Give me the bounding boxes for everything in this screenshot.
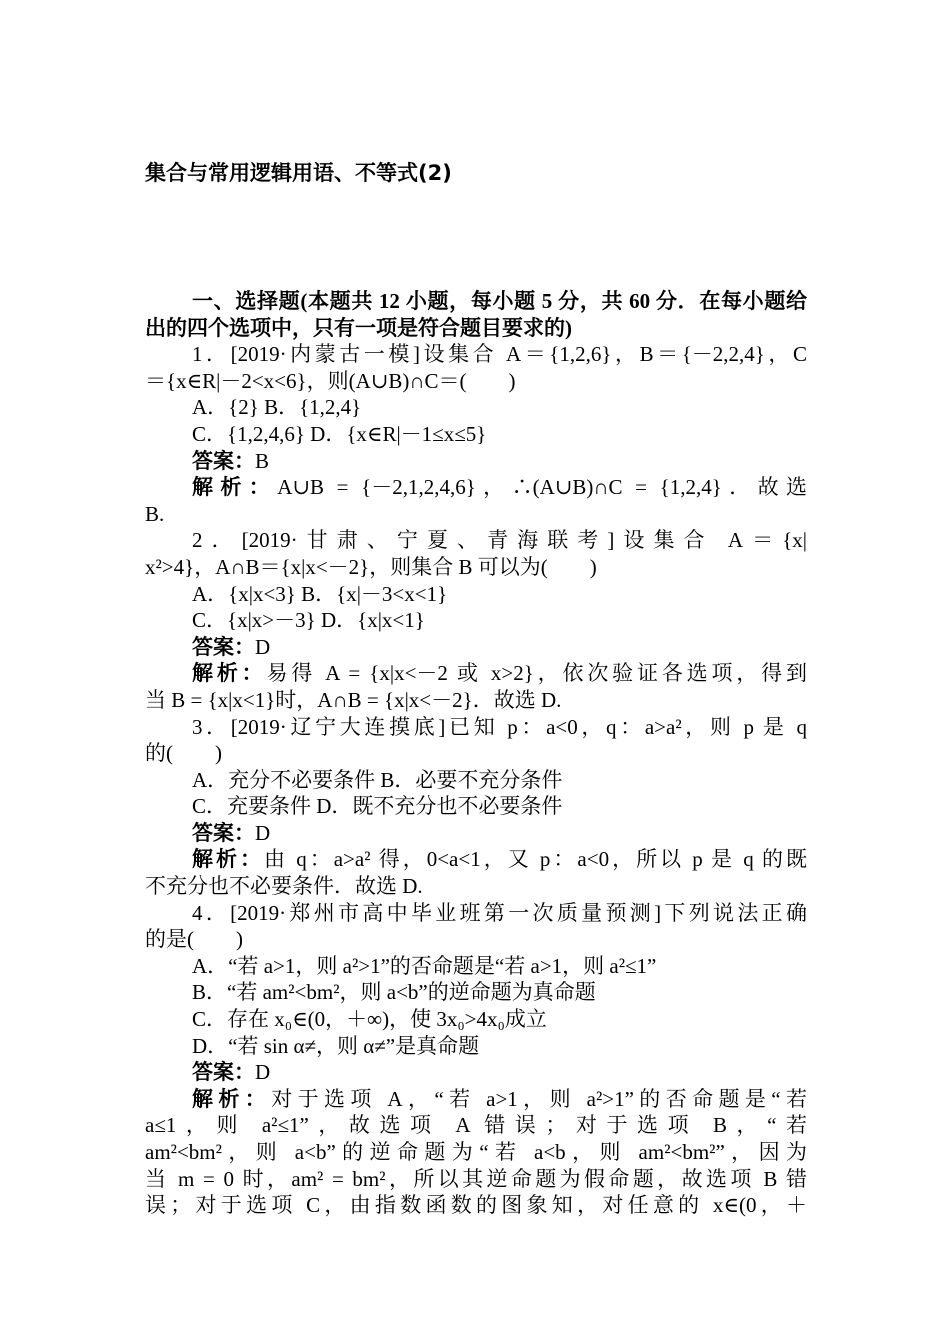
explanation-label: 解析： bbox=[192, 1086, 272, 1111]
question-3 bbox=[145, 714, 807, 900]
answer-value: D bbox=[255, 820, 271, 845]
question-1-stem-line-2: ＝{x∈R|－2<x<6}，则(A∪B)∩C＝( ) bbox=[145, 368, 516, 393]
question-4-option-a: A．“若 a>1，则 a²>1”的否命题是“若 a>1，则 a²≤1” bbox=[192, 953, 657, 978]
page-title: 集合与常用逻辑用语、不等式(2) bbox=[145, 161, 452, 185]
question-2-stem-line-1: 2．[2019·甘肃、宁夏、青海联考]设集合 A＝{x| bbox=[192, 528, 807, 553]
question-1-explanation-line-1 bbox=[145, 474, 807, 501]
question-4-answer bbox=[145, 1059, 807, 1086]
question-2-answer bbox=[145, 634, 807, 661]
question-1 bbox=[145, 341, 807, 527]
question-2-options-ab: A．{x|x<3} B．{x|－3<x<1} bbox=[192, 581, 448, 606]
question-2 bbox=[145, 527, 807, 713]
question-4-option-c: C．存在 x₀∈(0，＋∞)，使 3x₀>4x₀成立 bbox=[192, 1007, 547, 1032]
question-1-explanation-line-2: B. bbox=[145, 501, 165, 526]
document-body bbox=[145, 288, 807, 1219]
explanation-text: 易得 A = {x|x<－2 或 x>2}，依次验证各选项，得到 bbox=[266, 661, 808, 686]
explanation-label: 解析： bbox=[192, 847, 264, 872]
explanation-label: 解析： bbox=[192, 475, 278, 500]
question-4-explanation-line-2: a≤1，则 a²≤1”，故选项 A 错误；对于选项 B，“若 bbox=[145, 1113, 807, 1138]
explanation-text: 对于选项 A，“若 a>1，则 a²>1”的否命题是“若 bbox=[271, 1086, 807, 1111]
explanation-text: A∪B = {－2,1,2,4,6}，∴(A∪B)∩C = {1,2,4}．故选 bbox=[277, 475, 807, 500]
question-3-options-ab: A．充分不必要条件 B．必要不充分条件 bbox=[192, 767, 563, 792]
section-header: 一、选择题(本题共 12 小题，每小题 5 分，共 60 分．在每小题给出的四个选项中，只有一项是符合题目要求的) bbox=[145, 289, 807, 340]
answer-label: 答案： bbox=[192, 1060, 255, 1085]
question-4 bbox=[145, 900, 807, 1219]
question-2-options-cd: C．{x|x>－3} D．{x|x<1} bbox=[192, 608, 425, 633]
question-4-stem-line-1: 4．[2019·郑州市高中毕业班第一次质量预测]下列说法正确 bbox=[192, 900, 807, 925]
question-3-stem-line-1: 3．[2019·辽宁大连摸底]已知 p：a<0，q：a>a²，则 p 是 q bbox=[192, 714, 807, 739]
question-3-answer bbox=[145, 820, 807, 847]
question-4-option-b: B．“若 am²<bm²，则 a<b”的逆命题为真命题 bbox=[192, 980, 596, 1005]
question-4-stem-line-2: 的是( ) bbox=[145, 927, 243, 952]
question-4-explanation-line-4: 当 m = 0 时，am² = bm²，所以其逆命题为假命题，故选项 B 错 bbox=[145, 1166, 807, 1191]
answer-value: D bbox=[255, 634, 271, 659]
answer-label: 答案： bbox=[192, 634, 255, 659]
question-1-options-ab: A．{2} B．{1,2,4} bbox=[192, 395, 362, 420]
explanation-label: 解析： bbox=[192, 661, 267, 686]
explanation-text: 由 q：a>a² 得，0<a<1，又 p：a<0，所以 p 是 q 的既 bbox=[263, 847, 808, 872]
question-2-explanation-line-2: 当 B = {x|x<1}时，A∩B = {x|x<－2}．故选 D. bbox=[145, 687, 562, 712]
question-3-explanation-line-1 bbox=[145, 846, 807, 873]
question-4-explanation-line-3: am²<bm²，则 a<b”的逆命题为“若 a<b，则 am²<bm²”，因为 bbox=[145, 1140, 807, 1164]
answer-label: 答案： bbox=[192, 448, 255, 473]
question-4-explanation-line-5: 误；对于选项 C，由指数函数的图象知，对任意的 x∈(0，＋ bbox=[145, 1193, 807, 1218]
question-1-stem-line-1: 1．[2019·内蒙古一模]设集合 A＝{1,2,6}，B＝{－2,2,4}，C bbox=[192, 342, 807, 367]
answer-value: B bbox=[255, 448, 270, 473]
answer-value: D bbox=[255, 1060, 271, 1085]
answer-label: 答案： bbox=[192, 820, 255, 845]
question-4-option-d: D．“若 sin α≠，则 α≠”是真命题 bbox=[192, 1033, 480, 1058]
question-4-explanation-line-1 bbox=[145, 1086, 807, 1113]
question-1-answer bbox=[145, 448, 807, 475]
question-2-explanation-line-1 bbox=[145, 660, 807, 687]
question-3-stem-line-2: 的( ) bbox=[145, 741, 222, 766]
question-1-options-cd: C．{1,2,4,6} D．{x∈R|－1≤x≤5} bbox=[192, 421, 487, 446]
question-2-stem-line-2: x²>4}，A∩B＝{x|x<－2}，则集合 B 可以为( ) bbox=[145, 554, 597, 579]
question-3-options-cd: C．充要条件 D．既不充分也不必要条件 bbox=[192, 794, 563, 819]
question-3-explanation-line-2: 不充分也不必要条件．故选 D. bbox=[145, 874, 423, 899]
